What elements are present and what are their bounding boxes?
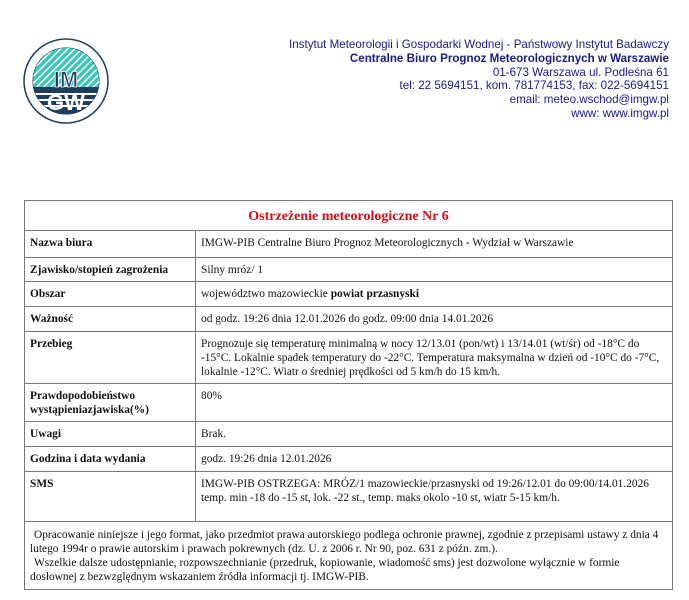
table-row bbox=[25, 384, 673, 422]
row-value: IMGW-PIB Centralne Biuro Prognoz Meteorologicznych - Wydział w Warszawie bbox=[196, 231, 673, 258]
row-label: Prawdopodobieństwo wystąpieniazjawiska(%) bbox=[25, 384, 196, 422]
row-value: Silny mróz/ 1 bbox=[196, 258, 673, 282]
area-county: powiat przasnyski bbox=[330, 288, 419, 300]
row-label: Zjawisko/stopień zagrożenia bbox=[25, 258, 196, 282]
row-label: Obszar bbox=[25, 282, 196, 307]
row-value: Brak. bbox=[196, 422, 673, 447]
institution-header bbox=[289, 38, 669, 121]
row-label: Ważność bbox=[25, 307, 196, 332]
svg-text:IM: IM bbox=[53, 67, 79, 92]
phone: tel: 22 5694151, kom. 781774153, fax: 022-5694151 bbox=[399, 79, 669, 93]
imgw-logo bbox=[22, 37, 110, 125]
row-label: Uwagi bbox=[25, 422, 196, 447]
office-name: Centralne Biuro Prognoz Meteorologicznych w Warszawie bbox=[349, 51, 669, 65]
table-row bbox=[25, 332, 673, 384]
copyright-notice bbox=[25, 522, 673, 590]
row-label: SMS bbox=[25, 472, 196, 522]
table-row bbox=[25, 282, 673, 307]
area-voivodeship: województwo mazowieckie bbox=[201, 288, 331, 300]
row-value: od godz. 19:26 dnia 12.01.2026 do godz. 09:00 dnia 14.01.2026 bbox=[196, 307, 673, 332]
email: email: meteo.wschod@imgw.pl bbox=[509, 93, 669, 107]
row-label: Godzina i data wydania bbox=[25, 447, 196, 472]
table-row bbox=[25, 307, 673, 332]
svg-text:GW: GW bbox=[47, 90, 85, 115]
table-row bbox=[25, 472, 673, 522]
table-row bbox=[25, 231, 673, 258]
row-value: godz. 19:26 dnia 12.01.2026 bbox=[196, 447, 673, 472]
row-value: Prognozuje się temperaturę minimalną w nocy 12/13.01 (pon/wt) i 13/14.01 (wt/śr) od -18°C do -15°C. Lokalnie spadek temperatury do -22°C. Temperatura maksymalna w dzień od -10°C do -7°C, lokalnie -12°C. Wiatr o średniej prędkości od 5 km/h do 15 km/h. bbox=[196, 332, 673, 384]
warning-title: Ostrzeżenie meteorologiczne Nr 6 bbox=[25, 201, 673, 231]
copyright-text: Opracowanie niniejsze i jego format, jako przedmiot prawa autorskiego podlega ochronie prawnej, zgodnie z przepisami ustawy z dnia 4 lutego 1994r o prawie autorskim i prawach pokrewnych (dz. U. z 2006 r. Nr 90, poz. 631 z późn. zm.). bbox=[30, 529, 659, 555]
distribution-text: Wszelkie dalsze udostępnianie, rozpowszechnianie (przedruk, kopiowanie, wiadomość sms) jest dozwolone wyłącznie w formie dosłownej z bezwzględnym wskazaniem źródła informacji tj. IMGW-PIB. bbox=[30, 557, 620, 583]
row-value: IMGW-PIB OSTRZEGA: MRÓZ/1 mazowieckie/przasnyski od 19:26/12.01 do 09:00/14.01.2026 temp. min -18 do -15 st, lok. -22 st., temp. maks okolo -10 st, wiatr 5-15 km/h. bbox=[196, 472, 673, 522]
table-row bbox=[25, 447, 673, 472]
row-value bbox=[196, 282, 673, 307]
warning-table bbox=[24, 200, 673, 590]
address: 01-673 Warszawa ul. Podleśna 61 bbox=[492, 65, 669, 79]
row-label: Nazwa biura bbox=[25, 231, 196, 258]
website: www: www.imgw.pl bbox=[571, 106, 669, 120]
table-row bbox=[25, 422, 673, 447]
row-label: Przebieg bbox=[25, 332, 196, 384]
table-row bbox=[25, 258, 673, 282]
institution-name: Instytut Meteorologii i Gospodarki Wodnej - Państwowy Instytut Badawczy bbox=[289, 38, 669, 51]
row-value: 80% bbox=[196, 384, 673, 422]
